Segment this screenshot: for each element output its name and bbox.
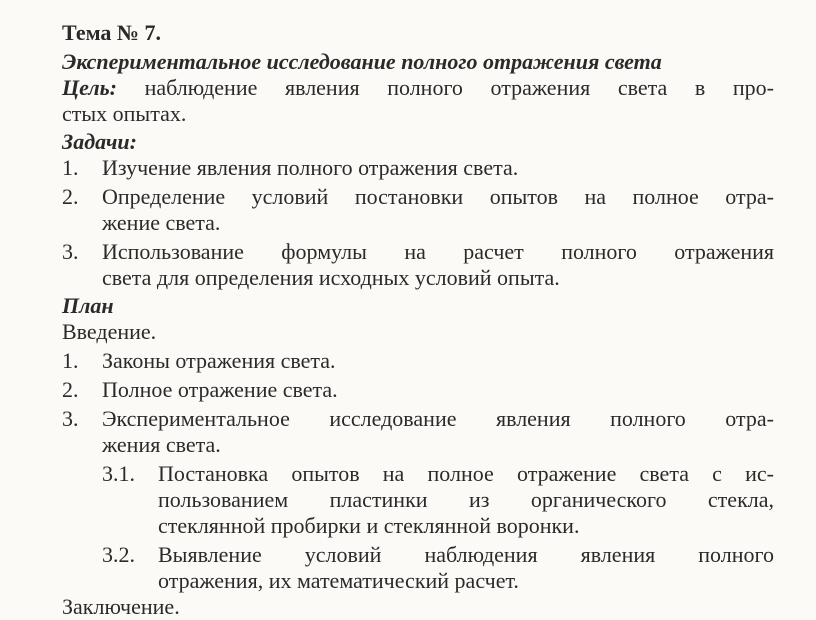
plan-number-1: 1.: [62, 348, 79, 373]
document-page: [62, 20, 774, 620]
plan-conclusion: Заключение.: [62, 594, 180, 619]
task-number-2: 2.: [62, 184, 79, 209]
plan-item-1: [62, 348, 774, 374]
task-item-1: [62, 155, 774, 181]
plan-subitem-3-2: [62, 542, 774, 594]
topic-title: Экспериментальное исследование полного отражения света: [62, 49, 662, 74]
plan-subtext-3-1-line-1: Постановка опытов на полное отражение света с ис-: [158, 461, 774, 486]
plan-subnumber-3-2: 3.2.: [102, 542, 135, 567]
plan-subtext-3-1-line-2: пользованием пластинки из органического стекла,: [158, 487, 774, 512]
task-number-1: 1.: [62, 155, 79, 180]
task-item-3: [62, 239, 774, 291]
task-text-3-line-1: Использование формулы на расчет полного отражения: [102, 239, 774, 264]
plan-text-2-line-1: Полное отражение света.: [102, 377, 338, 402]
plan-item-3: [62, 406, 774, 458]
goal-text-1: наблюдение явления полного отражения света в про-: [117, 75, 774, 100]
goal-label: Цель:: [62, 75, 117, 100]
plan-subnumber-3-1: 3.1.: [102, 461, 135, 486]
plan-number-3: 3.: [62, 406, 79, 431]
goal-line-1: [62, 75, 774, 101]
task-text-2-line-1: Определение условий постановки опытов на полное отра-: [102, 184, 774, 209]
task-text-2-line-2: жение света.: [102, 210, 221, 235]
plan-intro: Введение.: [62, 319, 157, 344]
task-text-3-line-2: света для определения исходных условий опыта.: [102, 265, 560, 290]
plan-subtext-3-2-line-2: отражения, их математический расчет.: [158, 568, 519, 593]
tasks-heading: Задачи:: [62, 129, 137, 154]
plan-subtext-3-1-line-3: стеклянной пробирки и стеклянной воронки.: [158, 513, 580, 538]
task-item-2: [62, 184, 774, 236]
task-number-3: 3.: [62, 239, 79, 264]
plan-heading: План: [62, 293, 114, 318]
topic-number: Тема № 7.: [62, 20, 162, 45]
plan-item-2: [62, 377, 774, 403]
task-text-1-line-1: Изучение явления полного отражения света.: [102, 155, 519, 180]
plan-subtext-3-2-line-1: Выявление условий наблюдения явления полного: [158, 542, 774, 567]
goal-line-2: стых опытах.: [62, 101, 187, 126]
plan-text-1-line-1: Законы отражения света.: [102, 348, 336, 373]
plan-text-3-line-1: Экспериментальное исследование явления полного отра-: [102, 406, 774, 431]
plan-text-3-line-2: жения света.: [102, 432, 221, 457]
plan-number-2: 2.: [62, 377, 79, 402]
plan-subitem-3-1: [62, 461, 774, 539]
